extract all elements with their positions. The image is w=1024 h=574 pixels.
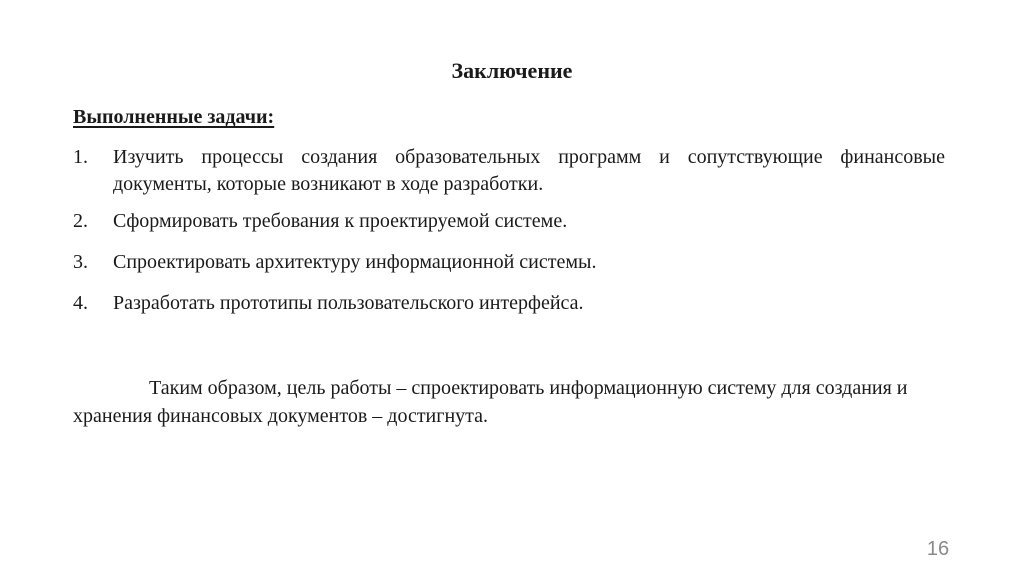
task-number: 1. (73, 146, 88, 168)
task-item (73, 144, 945, 198)
task-number: 4. (73, 292, 88, 314)
task-list (73, 144, 945, 331)
conclusion-text: Таким образом, цель работы – спроектировать информационную систему для создания и хранения финансовых документов – достигнута. (73, 377, 908, 427)
task-text: Спроектировать архитектуру информационной системы. (113, 251, 597, 273)
task-text: Сформировать требования к проектируемой системе. (113, 210, 568, 232)
task-text: Изучить процессы создания образовательных программ и сопутствующие финансовые документы, которые возникают в ходе разработки. (113, 146, 945, 195)
slide-title: Заключение (451, 58, 573, 83)
task-item (73, 290, 945, 317)
tasks-heading: Выполненные задачи: (73, 106, 275, 128)
task-number: 3. (73, 251, 88, 273)
page-number: 16 (926, 538, 950, 560)
task-item (73, 249, 945, 276)
task-item (73, 208, 945, 235)
task-text: Разработать прототипы пользовательского интерфейса. (113, 292, 584, 314)
task-number: 2. (73, 210, 88, 232)
